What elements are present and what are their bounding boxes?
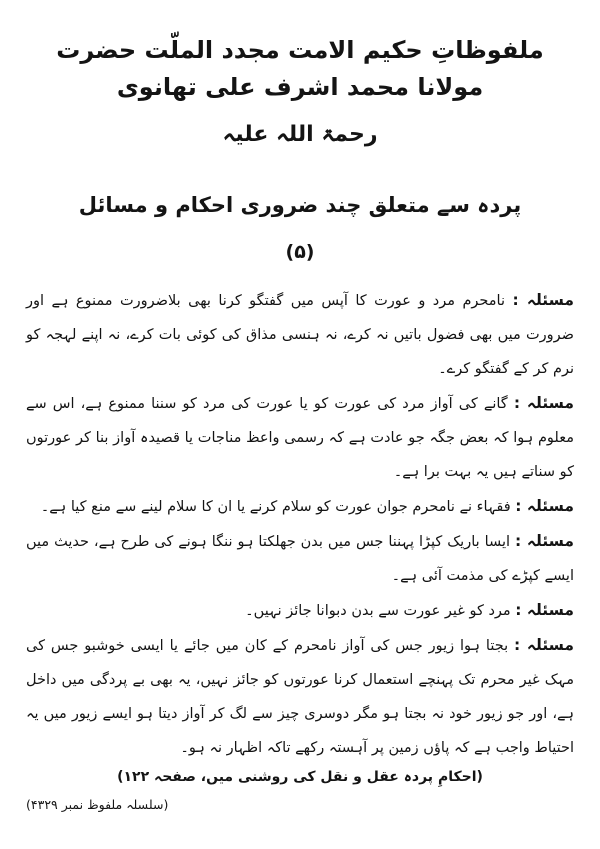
masala-paragraph-3: [26, 489, 574, 524]
masala-label: مسئلہ :: [512, 291, 575, 310]
masala-text: ایسا باریک کپڑا پہننا جس میں بدن جھلکتا ہو ننگا ہونے کی طرح ہے، حدیث میں ایسے کپڑے کی مذمت آئی ہے۔: [26, 534, 574, 585]
masala-label: مسئلہ :: [514, 532, 575, 551]
masala-text: بجتا ہوا زیور جس کی آواز نامحرم کے کان میں جائے یا ایسی خوشبو جس کی مہک غیر محرم تک پہنچے استعمال کرنا عورتوں کو جائز نہیں، یہ بھی بے پردگی میں داخل ہے، اور جو زیور خود نہ بجتا ہو مگر دوسری چیز سے لگ کر آواز دیتا ہو ایسے زیور میں یہ احتیاط واجب ہے کہ پاؤں زمین پر آہستہ رکھے تاکہ اظہار نہ ہو۔: [26, 638, 574, 757]
masala-label: مسئلہ :: [515, 601, 574, 620]
section-number: (۵): [285, 241, 315, 264]
masala-text: مرد کو غیر عورت سے بدن دبوانا جائز نہیں۔: [245, 603, 511, 620]
masala-label: مسئلہ :: [513, 394, 575, 413]
source-citation: (احکامِ پردہ عقل و نقل کی روشنی میں، صفحہ ۱۲۲): [117, 769, 483, 786]
masala-text: نامحرم مرد و عورت کا آپس میں گفتگو کرنا بھی بلاضرورت ممنوع ہے اور ضرورت میں بھی فضول باتیں نہ کرے، نہ ہنسی مذاق کی کوئی بات کرے، نہ اپنے لہجہ کو نرم کر کے گفتگو کرے۔: [26, 293, 574, 378]
section-heading: پردہ سے متعلق چند ضروری احکام و مسائل: [78, 193, 522, 218]
masala-label: مسئلہ :: [514, 636, 575, 655]
document-body: [26, 283, 574, 765]
masala-text: گانے کی آواز مرد کی عورت کو یا عورت کی مرد کو سننا ممنوع ہے، اس سے معلوم ہوا کہ بعض جگہ جو عادت ہے کہ رسمی واعظ مناجات یا قصیدہ آواز بنا کر عورتوں کو سناتے ہیں یہ بہت برا ہے۔: [26, 396, 574, 481]
masala-paragraph-1: [26, 283, 574, 386]
honorific-line: رحمۃ اللہ علیہ: [222, 122, 378, 148]
masala-text: فقہاء نے نامحرم جوان عورت کو سلام کرنے یا ان کا سلام لینے سے منع کیا ہے۔: [40, 499, 511, 516]
masala-paragraph-2: [26, 386, 574, 489]
malfooz-serial-number: (سلسلہ ملفوظ نمبر ۴۳۲۹): [26, 797, 169, 813]
masala-paragraph-5: [26, 593, 574, 628]
masala-paragraph-4: [26, 524, 574, 593]
document-title: ملفوظاتِ حکیم الامت مجدد الملّت حضرت مولانا محمد اشرف علی تھانوی: [56, 36, 544, 102]
masala-paragraph-6: [26, 628, 574, 765]
masala-label: مسئلہ :: [515, 497, 574, 516]
